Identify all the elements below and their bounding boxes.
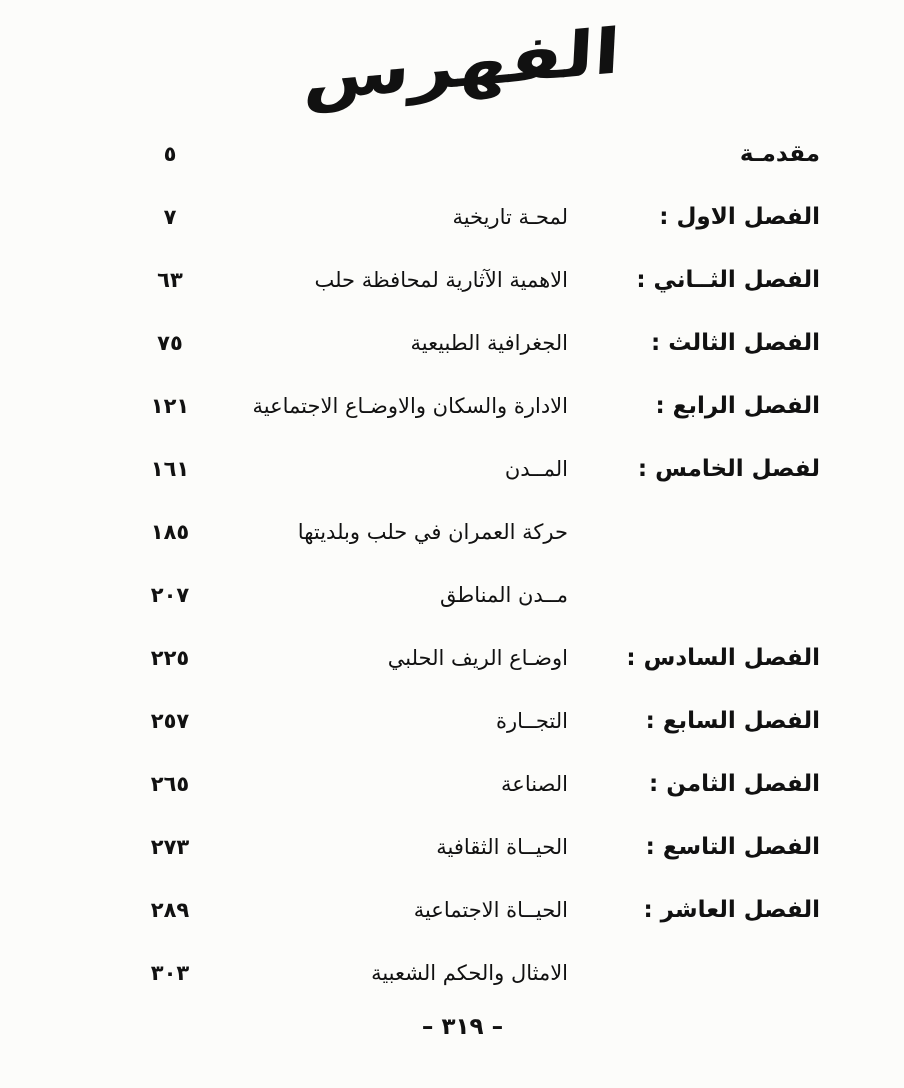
chapter-title: المــدن [504, 456, 568, 481]
toc-entry [105, 563, 820, 626]
chapter-label: الفصل الاول : [659, 203, 820, 230]
page-number: ٢٧٣ [150, 834, 190, 859]
chapter-label: الفصل الثامن : [649, 770, 820, 797]
toc-entry [105, 185, 820, 248]
page-number: ٧ [163, 204, 177, 229]
page-number: ٧٥ [157, 330, 183, 355]
toc-entry [105, 437, 820, 500]
book-contents-title: الفهرس [302, 13, 623, 116]
page-number: ٢٠٧ [150, 582, 190, 607]
chapter-label: الفصل التاسع : [645, 833, 820, 860]
chapter-label: الفصل العاشر : [643, 896, 820, 923]
page-number: ٥ [163, 141, 177, 166]
folio-page-number: – ٣١٩ – [421, 1014, 504, 1040]
chapter-label: لفصل الخامس : [637, 455, 820, 482]
toc-entry [105, 248, 820, 311]
chapter-title: اوضـاع الريف الحلبي [387, 645, 568, 670]
chapter-title: التجــارة [496, 708, 568, 733]
toc-entry [105, 311, 820, 374]
toc-list [105, 122, 820, 1004]
chapter-title: الجغرافية الطبيعية [410, 330, 568, 355]
chapter-label: الفصل الثــاني : [636, 266, 820, 293]
page-number: ١٨٥ [150, 519, 190, 544]
toc-entry [105, 626, 820, 689]
chapter-title: الحيــاة الاجتماعية [413, 897, 568, 922]
chapter-title: الحيــاة الثقافية [436, 834, 568, 859]
page-number: ٢٢٥ [150, 645, 190, 670]
page-number: ٢٦٥ [150, 771, 190, 796]
toc-entry [105, 878, 820, 941]
page-number: ٦٣ [157, 267, 183, 292]
chapter-title: لمحـة تاريخية [452, 204, 568, 229]
subentry-title: الامثال والحكم الشعبية [371, 960, 568, 985]
toc-entry [105, 374, 820, 437]
toc-entry [105, 752, 820, 815]
page-number: ٣٠٣ [150, 960, 190, 985]
chapter-label: مقدمـة [739, 140, 820, 167]
subentry-title: حركة العمران في حلب وبلديتها [297, 519, 568, 544]
page-number: ١٦١ [150, 456, 190, 481]
chapter-title: الصناعة [501, 771, 568, 796]
page-number: ١٢١ [150, 393, 190, 418]
toc-entry [105, 689, 820, 752]
toc-entry [105, 941, 820, 1004]
toc-entry [105, 122, 820, 185]
chapter-title: الاهمية الآثارية لمحافظة حلب [314, 267, 568, 292]
toc-entry [105, 500, 820, 563]
toc-entry [105, 815, 820, 878]
page-number: ٢٥٧ [150, 708, 190, 733]
calligraphic-title-area [105, 14, 820, 118]
chapter-title: الادارة والسكان والاوضـاع الاجتماعية [252, 393, 568, 418]
chapter-label: الفصل الرابع : [655, 392, 820, 419]
chapter-label: الفصل السادس : [626, 644, 820, 671]
page-number: ٢٨٩ [150, 897, 190, 922]
chapter-label: الفصل الثالث : [650, 329, 820, 356]
chapter-label: الفصل السابع : [645, 707, 820, 734]
subentry-title: مــدن المناطق [439, 582, 568, 607]
